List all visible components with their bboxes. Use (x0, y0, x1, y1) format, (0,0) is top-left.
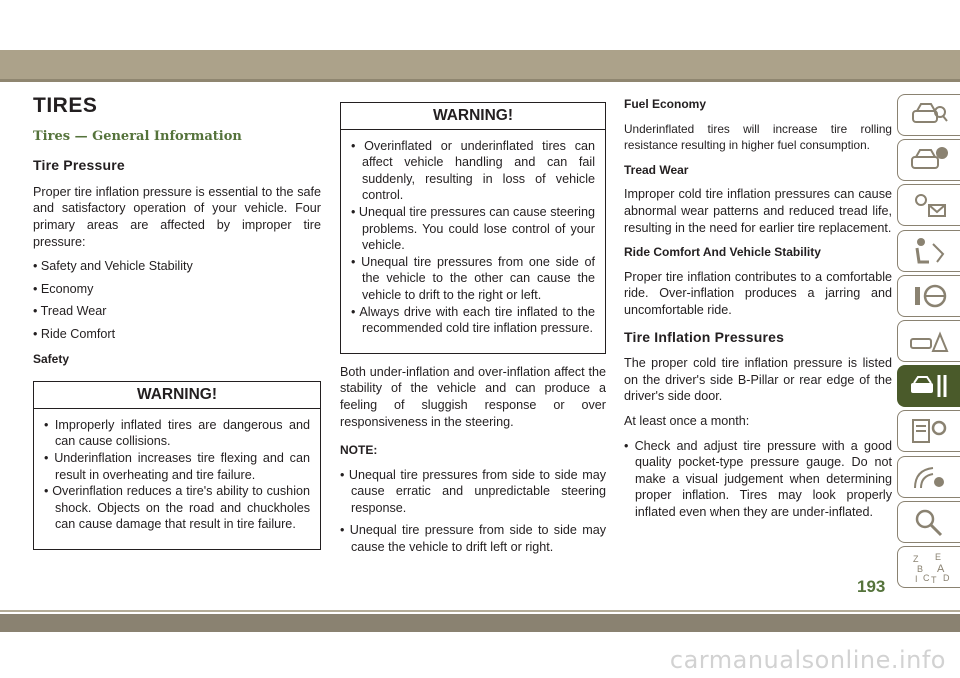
list-item: • Ride Comfort (33, 326, 116, 341)
tire-pressure-heading: Tire Pressure (33, 157, 125, 174)
list-item: • Check and adjust tire pressure with a good quality pocket-type pressure gauge. Do not make a visual judgement when determining proper inflation. Tires may look properly inflated even when they are under-inflated. (624, 438, 892, 519)
ride-comfort-text: Proper tire inflation contributes to a comfortable ride. Over-inflation produces a jarring and uncomfortable ride. (624, 269, 892, 317)
tire-pressure-intro: Proper tire inflation pressure is essential to the safe and satisfactory operation of your vehicle. Four primary areas are affected by improper tire pressure: (33, 184, 321, 249)
column-left (33, 96, 321, 550)
seat-airbag-icon (907, 234, 951, 268)
tab-in-case-of-emergency[interactable] (897, 320, 960, 362)
inflation-paragraph: Both under-inflation and over-inflation affect the stability of the vehicle and can produce a feeling of sluggish response or over responsiveness in the steering. (340, 364, 606, 429)
column-middle (340, 96, 606, 564)
list-item: • Tread Wear (33, 304, 107, 319)
warning-list (351, 138, 595, 337)
index-letter: I (915, 573, 918, 584)
index-letter: A (937, 562, 945, 575)
footer-band (0, 614, 960, 632)
tire-inflation-text: The proper cold tire inflation pressure is listed on the driver's side B-Pillar or rear edge of the driver's side door. (624, 356, 892, 404)
list-item: • Unequal tire pressures from side to side may cause erratic and unpredictable steering response. (340, 467, 606, 515)
header-band-rule (0, 79, 960, 82)
tab-getting-to-know-vehicle[interactable] (897, 94, 960, 136)
tab-safety[interactable] (897, 230, 960, 272)
tab-servicing-maintenance[interactable] (897, 365, 960, 407)
section-title: Tires — General Information (33, 128, 242, 144)
monthly-text: At least once a month: (624, 413, 750, 428)
ride-comfort-heading: Ride Comfort And Vehicle Stability (624, 245, 821, 260)
tire-inflation-heading: Tire Inflation Pressures (624, 328, 785, 345)
list-item: • Overinflation reduces a tire's ability to cushion shock. Objects on the road and chuckholes can cause damage that result in tire failure. (44, 484, 310, 532)
inflation-warning-box (340, 102, 606, 354)
tab-multimedia[interactable] (897, 456, 960, 498)
tread-wear-text: Improper cold tire inflation pressures can cause abnormal wear patterns and reduced tread life, resulting in the need for earlier tire replacement. (624, 187, 892, 235)
tab-lights-messages[interactable] (897, 184, 960, 226)
emergency-triangle-icon (907, 324, 951, 358)
specifications-icon (907, 414, 951, 448)
list-item: • Unequal tire pressures can cause steering problems. You could lose control of your vehicle. (351, 204, 595, 253)
top-margin (0, 0, 960, 50)
index-letter: Z (913, 553, 919, 564)
list-item: • Unequal tire pressure from side to side may cause the vehicle to drift left or right. (340, 523, 606, 555)
tab-customer-assistance[interactable] (897, 501, 960, 543)
index-letter: D (943, 572, 950, 583)
search-index-icon (907, 505, 951, 539)
warning-title: WARNING! (34, 382, 320, 409)
index-letter: T (931, 574, 937, 584)
note-list (340, 467, 606, 556)
note-label: NOTE: (340, 443, 378, 458)
index-letter: B (917, 563, 924, 574)
chapter-tabs (897, 94, 960, 591)
multimedia-icon (907, 460, 951, 494)
list-item: • Overinflated or underinflated tires can affect vehicle handling and can fail suddenly, resulting in loss of vehicle control. (351, 138, 595, 203)
language-index-icon (907, 550, 951, 584)
tread-wear-heading: Tread Wear (624, 162, 689, 177)
fuel-economy-heading: Fuel Economy (624, 97, 707, 111)
list-item: • Safety and Vehicle Stability (33, 259, 193, 274)
page-title: TIRES (33, 94, 98, 117)
tab-starting-operating[interactable] (897, 275, 960, 317)
safety-warning-box (33, 381, 321, 550)
tab-instrument-panel[interactable] (897, 139, 960, 181)
service-maintenance-icon (907, 369, 951, 403)
starting-driving-icon (907, 279, 951, 313)
warning-list (44, 417, 310, 533)
index-letter: E (935, 551, 942, 562)
fuel-economy-text: Underinflated tires will increase tire rolling resistance resulting in higher fuel consumption. (624, 121, 892, 153)
tab-technical-specifications[interactable] (897, 410, 960, 452)
header-band (0, 50, 960, 79)
list-item: • Economy (33, 281, 94, 296)
lights-message-icon (907, 188, 951, 222)
monthly-list (624, 438, 892, 521)
list-item: • Improperly inflated tires are dangerous and can cause collisions. (44, 417, 310, 449)
list-item: • Underinflation increases tire flexing and can result in overheating and tire failure. (44, 450, 310, 482)
index-letter: C (923, 572, 930, 583)
tab-index[interactable] (897, 546, 960, 588)
affected-areas-list (33, 258, 321, 342)
watermark: carmanualsonline.info (669, 646, 946, 674)
page-number: 193 (857, 577, 886, 596)
list-item: • Unequal tire pressures from one side of the vehicle to the other can cause the vehicle to drift to the right or left. (351, 254, 595, 302)
safety-heading: Safety (33, 351, 70, 366)
list-item: • Always drive with each tire inflated to the recommended cold tire inflation pressure. (351, 304, 595, 336)
footer-band-rule (0, 610, 960, 612)
car-search-icon (907, 98, 951, 132)
column-right (624, 96, 892, 528)
warning-title: WARNING! (341, 103, 605, 130)
car-info-icon (907, 143, 951, 177)
